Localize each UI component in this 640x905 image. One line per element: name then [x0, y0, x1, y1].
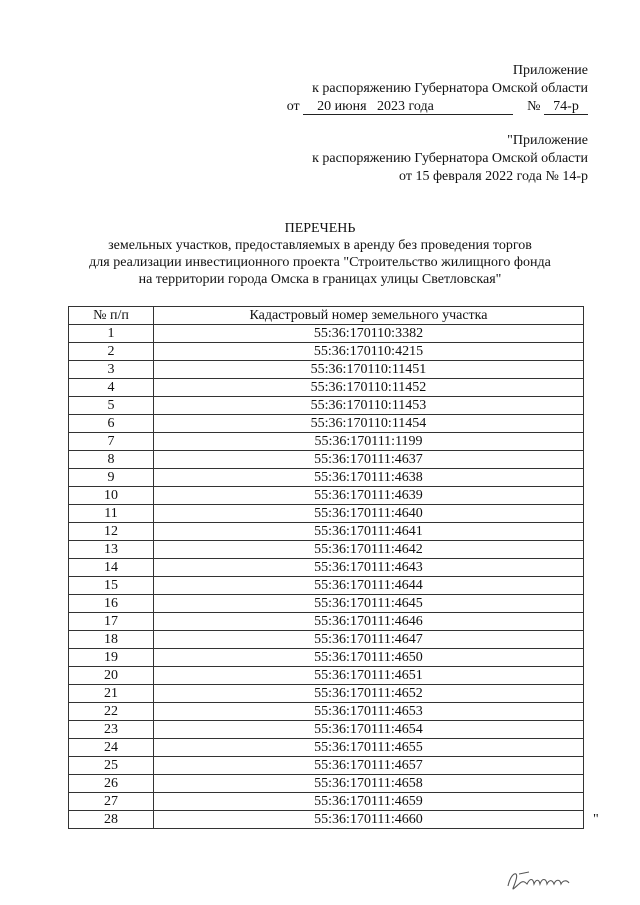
cadastral-number: 55:36:170111:4659 — [154, 793, 584, 811]
table-row — [69, 613, 584, 631]
row-number: 5 — [69, 397, 154, 415]
table-row — [69, 631, 584, 649]
order-number: 74-р — [544, 99, 588, 115]
table-row — [69, 793, 584, 811]
cadastral-number: 55:36:170111:4637 — [154, 451, 584, 469]
table-header-row — [69, 307, 584, 325]
row-number: 10 — [69, 487, 154, 505]
cadastral-number: 55:36:170111:4639 — [154, 487, 584, 505]
cadastral-number: 55:36:170111:4644 — [154, 577, 584, 595]
table-row — [69, 325, 584, 343]
cadastral-number: 55:36:170110:3382 — [154, 325, 584, 343]
table-row — [69, 343, 584, 361]
row-number: 14 — [69, 559, 154, 577]
handwritten-signature-icon — [505, 866, 575, 899]
cadastral-number: 55:36:170111:4657 — [154, 757, 584, 775]
cadastral-number: 55:36:170111:4655 — [154, 739, 584, 757]
table-body — [69, 325, 584, 829]
row-number: 16 — [69, 595, 154, 613]
appendix-title: Приложение — [512, 63, 588, 78]
table-row — [69, 541, 584, 559]
cadastral-number: 55:36:170111:1199 — [154, 433, 584, 451]
row-number: 26 — [69, 775, 154, 793]
row-number: 13 — [69, 541, 154, 559]
cadastral-number: 55:36:170111:4651 — [154, 667, 584, 685]
table-row — [69, 649, 584, 667]
number-sign: № — [527, 99, 541, 114]
table-row — [69, 703, 584, 721]
cadastral-number: 55:36:170111:4653 — [154, 703, 584, 721]
cadastral-number: 55:36:170110:11451 — [154, 361, 584, 379]
table-row — [69, 379, 584, 397]
table-row — [69, 415, 584, 433]
cadastral-number: 55:36:170111:4660 — [154, 811, 584, 829]
row-number: 4 — [69, 379, 154, 397]
appendix-previous-reference: к распоряжению Губернатора Омской области — [312, 151, 588, 166]
row-number: 19 — [69, 649, 154, 667]
row-number: 27 — [69, 793, 154, 811]
row-number: 11 — [69, 505, 154, 523]
document-subtitle-3: на территории города Омска в границах улицы Светловская" — [138, 272, 502, 287]
signature-drawing — [505, 866, 575, 894]
cadastral-number: 55:36:170111:4645 — [154, 595, 584, 613]
table-row — [69, 469, 584, 487]
table-row — [69, 505, 584, 523]
row-number: 6 — [69, 415, 154, 433]
row-number: 23 — [69, 721, 154, 739]
appendix-current-header — [287, 62, 588, 116]
row-number: 18 — [69, 631, 154, 649]
cadastral-number: 55:36:170111:4641 — [154, 523, 584, 541]
row-number: 25 — [69, 757, 154, 775]
cadastral-number: 55:36:170110:11453 — [154, 397, 584, 415]
table-row — [69, 595, 584, 613]
document-subtitle-2: для реализации инвестиционного проекта "Строительство жилищного фонда — [89, 255, 551, 270]
table-row — [69, 721, 584, 739]
row-number: 24 — [69, 739, 154, 757]
header-cadastral: Кадастровый номер земельного участка — [154, 307, 584, 325]
row-number: 28 — [69, 811, 154, 829]
table-row — [69, 739, 584, 757]
table-row — [69, 523, 584, 541]
cadastral-number: 55:36:170111:4652 — [154, 685, 584, 703]
row-number: 1 — [69, 325, 154, 343]
row-number: 20 — [69, 667, 154, 685]
document-title: ПЕРЕЧЕНЬ — [284, 221, 356, 236]
closing-quote: " — [593, 812, 599, 827]
row-number: 9 — [69, 469, 154, 487]
cadastral-number: 55:36:170111:4654 — [154, 721, 584, 739]
cadastral-number: 55:36:170111:4643 — [154, 559, 584, 577]
cadastral-number: 55:36:170111:4642 — [154, 541, 584, 559]
row-number: 3 — [69, 361, 154, 379]
row-number: 21 — [69, 685, 154, 703]
cadastral-number: 55:36:170111:4647 — [154, 631, 584, 649]
appendix-date-line — [287, 98, 588, 116]
table-row — [69, 451, 584, 469]
row-number: 15 — [69, 577, 154, 595]
row-number: 8 — [69, 451, 154, 469]
date-value: 20 июня — [317, 99, 367, 114]
appendix-previous-header — [312, 132, 588, 186]
table-row — [69, 811, 584, 829]
cadastral-number: 55:36:170111:4658 — [154, 775, 584, 793]
table-row — [69, 775, 584, 793]
row-number: 17 — [69, 613, 154, 631]
cadastral-number: 55:36:170110:11454 — [154, 415, 584, 433]
row-number: 12 — [69, 523, 154, 541]
row-number: 22 — [69, 703, 154, 721]
table-row — [69, 685, 584, 703]
cadastral-number: 55:36:170110:4215 — [154, 343, 584, 361]
table-row — [69, 559, 584, 577]
year-value: 2023 года — [377, 99, 434, 114]
appendix-previous-title: "Приложение — [507, 133, 588, 148]
date-prefix: от — [286, 99, 300, 114]
table-row — [69, 667, 584, 685]
date-field — [303, 99, 513, 115]
row-number: 2 — [69, 343, 154, 361]
header-number: № п/п — [69, 307, 154, 325]
cadastral-number: 55:36:170111:4650 — [154, 649, 584, 667]
table-row — [69, 577, 584, 595]
table-row — [69, 487, 584, 505]
cadastral-number: 55:36:170111:4638 — [154, 469, 584, 487]
appendix-reference: к распоряжению Губернатора Омской области — [312, 81, 588, 96]
land-plots-table — [68, 306, 584, 829]
table-row — [69, 433, 584, 451]
cadastral-number: 55:36:170111:4640 — [154, 505, 584, 523]
document-subtitle-1: земельных участков, предоставляемых в аренду без проведения торгов — [108, 238, 532, 253]
cadastral-number: 55:36:170111:4646 — [154, 613, 584, 631]
cadastral-number: 55:36:170110:11452 — [154, 379, 584, 397]
table-row — [69, 757, 584, 775]
appendix-previous-date: от 15 февраля 2022 года № 14-р — [399, 169, 588, 184]
table-row — [69, 397, 584, 415]
row-number: 7 — [69, 433, 154, 451]
table-row — [69, 361, 584, 379]
document-title-block — [0, 220, 640, 288]
